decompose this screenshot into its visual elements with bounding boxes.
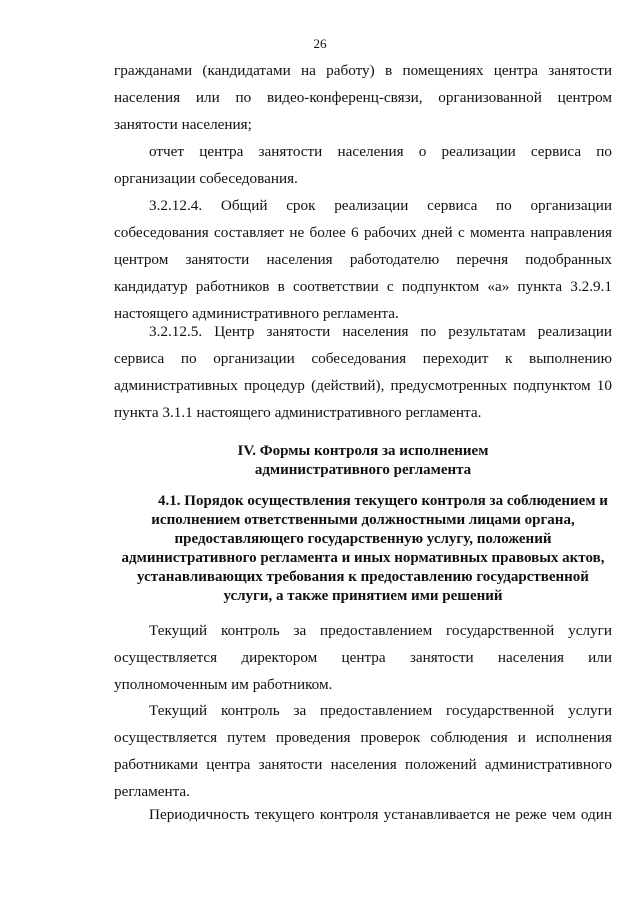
paragraph-control-method: Текущий контроль за предоставлением государственной услуги осуществляется путем проведения проверок соблюдения и исполнения работниками центра занятости населения положений административного регламента. bbox=[114, 702, 612, 800]
subsection-heading-line: 4.1. Порядок осуществления текущего контроля за соблюдением и bbox=[158, 493, 608, 509]
paragraph-report: отчет центра занятости населения о реализации сервиса по организации собеседования. bbox=[114, 143, 612, 187]
subsection-heading-line: устанавливающих требования к предоставлению государственной bbox=[137, 569, 589, 585]
subsection-heading-line: административного регламента и иных нормативных правовых актов, bbox=[121, 550, 605, 566]
section-heading-line: административного регламента bbox=[254, 462, 472, 478]
paragraph-3-2-12-4: 3.2.12.4. Общий срок реализации сервиса по организации собеседования составляет не более 6 рабочих дней с момента направления центром занятости населения работодателю перечня подобранных кандидатур работников в соответствии с подпунктом «а» пункта 3.2.9.1 настоящего административного регламента. bbox=[114, 197, 612, 322]
subsection-heading bbox=[114, 492, 612, 606]
paragraph-continuation: гражданами (кандидатами на работу) в помещениях центра занятости населения или по видео-конференц-связи, организованной центром занятости населения; bbox=[114, 62, 612, 133]
paragraph-3-2-12-5: 3.2.12.5. Центр занятости населения по результатам реализации сервиса по организации собеседования переходит к выполнению административных процедур (действий), предусмотренных подпунктом 10 пункта 3.1.1 настоящего административного регламента. bbox=[114, 323, 612, 421]
subsection-heading-line: исполнением ответственными должностными лицами органа, bbox=[151, 512, 575, 528]
page-number: 26 bbox=[313, 36, 327, 51]
paragraph-periodicity: Периодичность текущего контроля устанавливается не реже чем один bbox=[149, 806, 612, 823]
section-heading bbox=[114, 442, 612, 480]
subsection-heading-line: услуги, а также принятием ими решений bbox=[223, 588, 503, 604]
paragraph-current-control: Текущий контроль за предоставлением государственной услуги осуществляется директором центра занятости населения или уполномоченным им работником. bbox=[114, 622, 612, 693]
subsection-heading-line: предоставляющего государственную услугу, положений bbox=[174, 531, 552, 547]
section-heading-line: IV. Формы контроля за исполнением bbox=[237, 443, 489, 459]
